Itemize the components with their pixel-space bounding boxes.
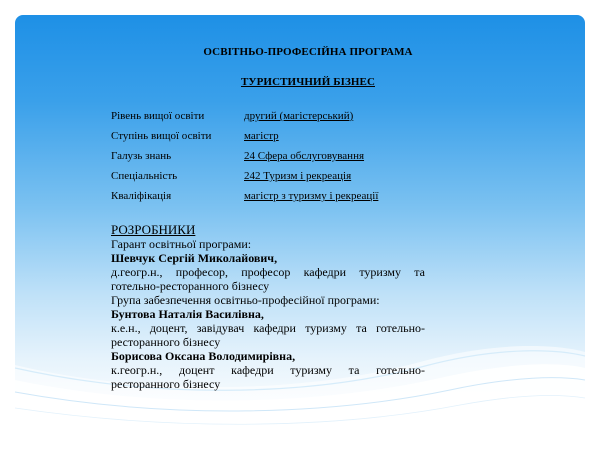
program-name: ТУРИСТИЧНИЙ БІЗНЕС — [240, 76, 375, 88]
guarantor-label: Гарант освітньої програми: — [111, 237, 252, 251]
info-label: Ступінь вищої освіти — [111, 130, 212, 142]
info-label: Кваліфікація — [111, 190, 172, 202]
info-value: магістр — [244, 130, 279, 142]
guarantor-name: Шевчук Сергій Миколайович, — [111, 251, 278, 265]
info-value: 242 Туризм і рекреація — [244, 170, 352, 182]
program-title: ОСВІТНЬО-ПРОФЕСІЙНА ПРОГРАМА — [203, 46, 413, 58]
info-label: Галузь знань — [111, 150, 172, 162]
member-description: к.е.н., доцент, завідувач кафедри туризму та готельно-ресторанного бізнесу — [111, 321, 425, 349]
developers-section — [111, 223, 425, 391]
info-label: Спеціальність — [111, 170, 178, 182]
guarantor-description: д.геогр.н., професор, професор кафедри туризму та готельно-ресторанного бізнесу — [111, 265, 425, 293]
info-label: Рівень вищої освіти — [111, 110, 205, 122]
info-value: другий (магістерський) — [244, 110, 354, 122]
group-label: Група забезпечення освітньо-професійної програми: — [111, 293, 380, 307]
member-name: Бунтова Наталія Василівна, — [111, 307, 264, 321]
info-value: магістр з туризму і рекреації — [244, 190, 379, 202]
member-description: к.геогр.н., доцент кафедри туризму та готельно-ресторанного бізнесу — [111, 363, 425, 391]
member-name: Борисова Оксана Володимирівна, — [111, 349, 296, 363]
info-value: 24 Сфера обслуговування — [244, 150, 365, 162]
developers-heading: РОЗРОБНИКИ — [111, 222, 196, 237]
